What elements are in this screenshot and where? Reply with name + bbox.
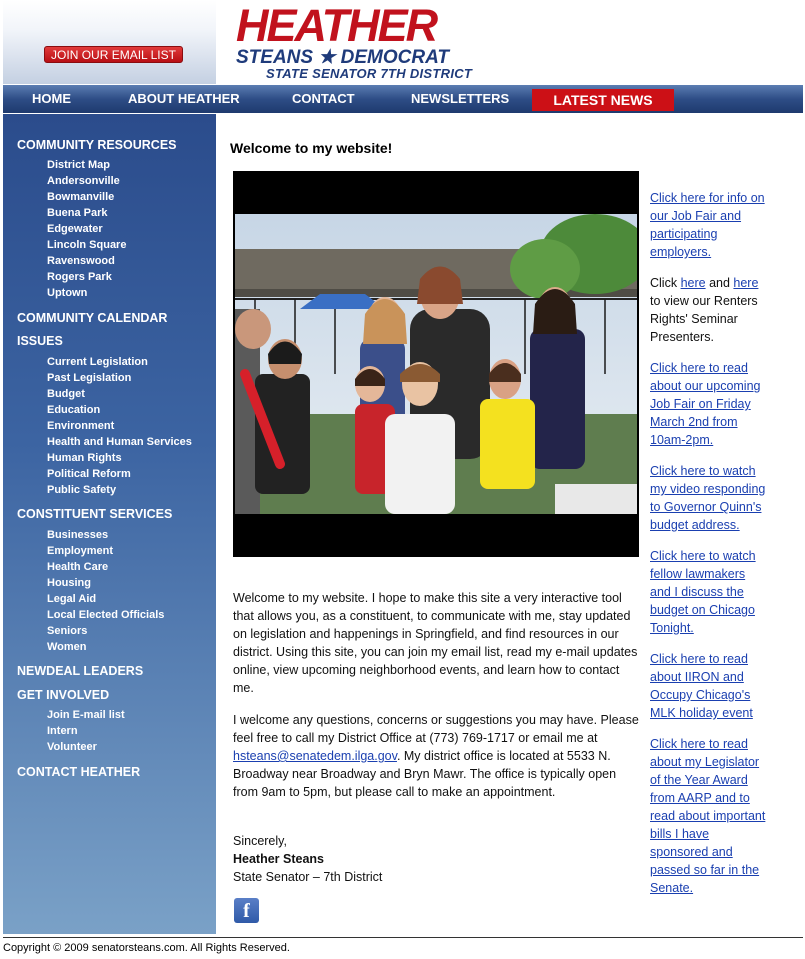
sidebar-constituent-services[interactable]: CONSTITUENT SERVICES	[17, 507, 173, 521]
footer-divider	[3, 937, 803, 938]
sidebar-item-education[interactable]: Education	[47, 404, 101, 416]
header-left-panel	[3, 0, 216, 84]
sidebar-item-public-safety[interactable]: Public Safety	[47, 484, 117, 496]
featured-photo	[233, 171, 639, 557]
renters-here-link-2[interactable]: here	[733, 276, 759, 290]
nav-about-heather[interactable]: ABOUT HEATHER	[128, 91, 240, 106]
logo-name: HEATHER	[236, 0, 437, 51]
chicago-tonight-link[interactable]: Click here to watch fellow lawmakers and I discuss the budget on Chicago Tonight.	[650, 549, 756, 635]
sidebar-item-legal-aid[interactable]: Legal Aid	[47, 593, 97, 605]
sidebar-item-intern[interactable]: Intern	[47, 725, 78, 737]
nav-newsletters[interactable]: NEWSLETTERS	[411, 91, 510, 106]
news-links	[650, 189, 768, 910]
sidebar-item-political-reform[interactable]: Political Reform	[47, 468, 131, 480]
sidebar-item-human-rights[interactable]: Human Rights	[47, 452, 122, 464]
sidebar-item-buena-park[interactable]: Buena Park	[47, 207, 108, 219]
sidebar-item-edgewater[interactable]: Edgewater	[47, 223, 103, 235]
renters-rights-item	[650, 274, 768, 346]
sidebar-get-involved[interactable]: GET INVOLVED	[17, 688, 110, 702]
sidebar-item-bowmanville[interactable]: Bowmanville	[47, 191, 115, 203]
sidebar-item-past-legislation[interactable]: Past Legislation	[47, 372, 132, 384]
sidebar-item-district-map[interactable]: District Map	[47, 159, 110, 171]
iiron-occupy-link[interactable]: Click here to read about IIRON and Occupy Chicago's MLK holiday event	[650, 652, 753, 720]
sidebar-item-join-email-list[interactable]: Join E-mail list	[47, 709, 125, 721]
aarp-award-link[interactable]: Click here to read about my Legislator of the Year Award from AARP and to read about important bills I have sponsored and passed so far in the Senate.	[650, 737, 766, 895]
contact-text-a: I welcome any questions, concerns or suggestions you may have. Please feel free to call my District Office at (773) 769-1717 or email me at	[233, 713, 639, 745]
sidebar-item-local-elected-officials[interactable]: Local Elected Officials	[47, 609, 165, 621]
sidebar-community-calendar[interactable]: COMMUNITY CALENDAR	[17, 311, 168, 325]
renters-and-text: and	[705, 276, 734, 290]
sidebar-item-health-human-services[interactable]: Health and Human Services	[47, 436, 192, 448]
sidebar-item-rogers-park[interactable]: Rogers Park	[47, 271, 112, 283]
intro-paragraph: Welcome to my website. I hope to make this site a very interactive tool that allows you, as a constituent, to communicate with me, stay updated on legislation and happenings in Springfield, and find resources in our district. Using this site, you can join my email list, read my e-mail updates online, view upcoming neighborhood events, and learn how to contact me.	[233, 591, 638, 695]
nav-contact[interactable]: CONTACT	[292, 91, 355, 106]
sidebar-contact-heather[interactable]: CONTACT HEATHER	[17, 765, 141, 779]
sidebar-community-resources[interactable]: COMMUNITY RESOURCES	[17, 138, 177, 152]
sidebar-item-businesses[interactable]: Businesses	[47, 529, 109, 541]
signature-name: Heather Steans	[233, 852, 325, 866]
facebook-icon[interactable]: f	[234, 898, 259, 923]
sidebar-item-housing[interactable]: Housing	[47, 577, 91, 589]
sidebar-item-uptown[interactable]: Uptown	[47, 287, 88, 299]
sidebar-newdeal-leaders[interactable]: NEWDEAL LEADERS	[17, 664, 144, 678]
copyright-text: Copyright © 2009 senatorsteans.com. All Rights Reserved.	[3, 942, 290, 954]
renters-here-link-1[interactable]: here	[680, 276, 706, 290]
sidebar	[3, 114, 216, 934]
nav-latest-news[interactable]: LATEST NEWS	[532, 89, 674, 111]
sidebar-item-volunteer[interactable]: Volunteer	[47, 741, 97, 753]
sidebar-item-current-legislation[interactable]: Current Legislation	[47, 356, 148, 368]
signature-block	[233, 832, 643, 886]
signature-title: State Senator – 7th District	[233, 870, 383, 884]
sincerely-text: Sincerely,	[233, 834, 287, 848]
sidebar-item-andersonville[interactable]: Andersonville	[47, 175, 120, 187]
sidebar-item-women[interactable]: Women	[47, 641, 87, 653]
logo-party: STEANS ★ DEMOCRAT	[236, 47, 450, 68]
logo-office: STATE SENATOR 7TH DISTRICT	[266, 66, 473, 81]
sidebar-issues[interactable]: ISSUES	[17, 334, 63, 348]
main-nav	[3, 85, 803, 113]
email-link[interactable]: hsteans@senatedem.ilga.gov	[233, 749, 397, 763]
photo-image	[235, 214, 637, 514]
sidebar-item-environment[interactable]: Environment	[47, 420, 115, 432]
job-fair-march-link[interactable]: Click here to read about our upcoming Job Fair on Friday March 2nd from 10am-2pm.	[650, 361, 761, 447]
site-logo[interactable]	[234, 0, 473, 82]
sidebar-item-health-care[interactable]: Health Care	[47, 561, 109, 573]
page-title: Welcome to my website!	[230, 140, 393, 156]
job-fair-info-link[interactable]: Click here for info on our Job Fair and participating employers.	[650, 191, 765, 259]
sidebar-item-seniors[interactable]: Seniors	[47, 625, 88, 637]
sidebar-item-ravenswood[interactable]: Ravenswood	[47, 255, 115, 267]
sidebar-item-budget[interactable]: Budget	[47, 388, 85, 400]
nav-home[interactable]: HOME	[32, 91, 71, 106]
renters-rights-text: to view our Renters Rights' Seminar Presenters.	[650, 294, 758, 344]
contact-text-b: . My district office is located at 5533 N. Broadway near Broadway and Bryn Mawr. The office is typically open from 9am to 5pm, but please call to make an appointment.	[233, 749, 617, 799]
sidebar-item-lincoln-square[interactable]: Lincoln Square	[47, 239, 127, 251]
sidebar-item-employment[interactable]: Employment	[47, 545, 114, 557]
renters-click-text: Click	[650, 276, 681, 290]
quinn-video-link[interactable]: Click here to watch my video responding to Governor Quinn's budget address.	[650, 464, 766, 532]
join-email-list-button[interactable]: JOIN OUR EMAIL LIST	[44, 46, 183, 63]
contact-paragraph	[233, 711, 643, 801]
